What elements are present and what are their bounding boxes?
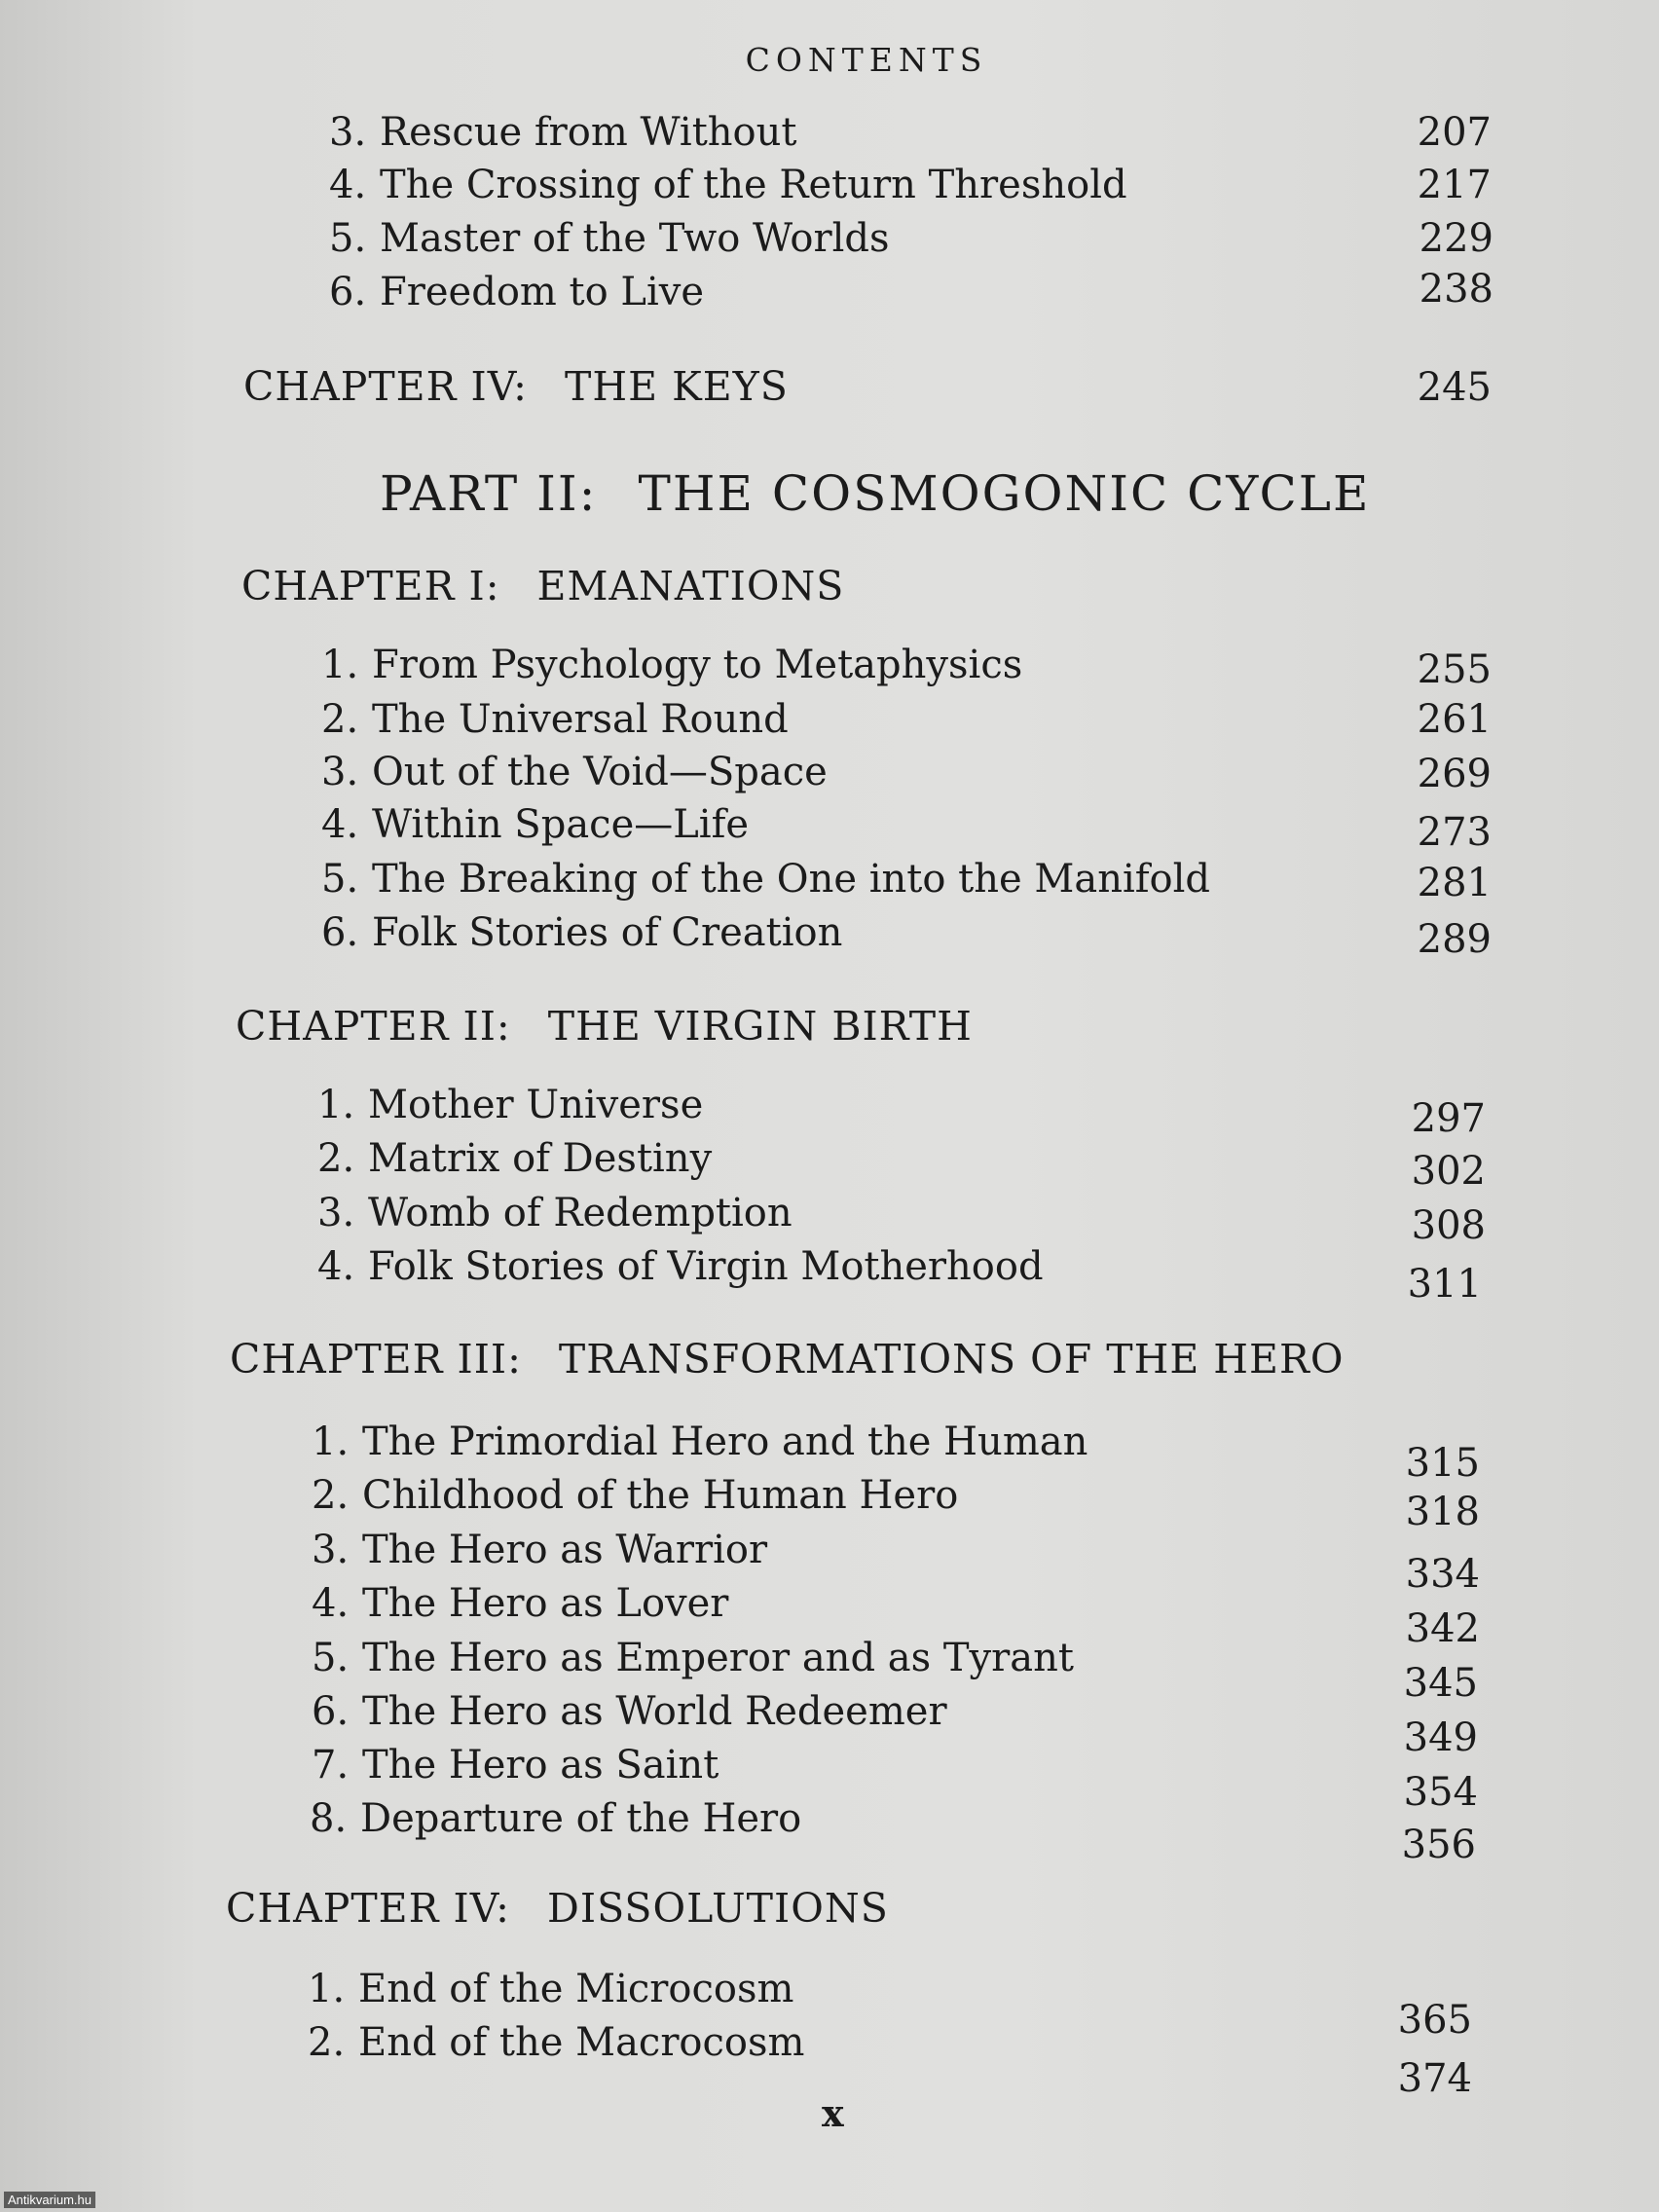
toc-entry: 1. Mother Universe: [317, 1083, 704, 1127]
chapter-heading: CHAPTER IV: DISSOLUTIONS: [226, 1885, 889, 1932]
watermark: Antikvarium.hu: [4, 2192, 95, 2208]
toc-page-number: 349: [1403, 1715, 1478, 1760]
toc-entry: 1. From Psychology to Metaphysics: [321, 643, 1023, 687]
toc-page-number: 245: [1417, 365, 1492, 410]
toc-page-number: 342: [1405, 1606, 1480, 1651]
toc-entry: 3. Rescue from Without: [329, 110, 797, 155]
running-header: CONTENTS: [745, 41, 988, 79]
toc-entry: 4. Folk Stories of Virgin Motherhood: [317, 1244, 1044, 1289]
toc-page-number: 238: [1419, 267, 1493, 312]
toc-page-number: 297: [1411, 1096, 1486, 1141]
chapter-heading: CHAPTER I: EMANATIONS: [241, 563, 845, 609]
toc-entry: 4. The Crossing of the Return Threshold: [329, 163, 1127, 207]
toc-page-number: 281: [1417, 861, 1492, 905]
chapter-heading: CHAPTER II: THE VIRGIN BIRTH: [236, 1003, 973, 1050]
toc-page-number: 289: [1417, 917, 1492, 962]
part-heading: PART II: THE COSMOGONIC CYCLE: [380, 465, 1371, 522]
toc-page-number: 345: [1403, 1661, 1478, 1706]
toc-page-number: 315: [1405, 1441, 1480, 1486]
toc-entry: 5. The Breaking of the One into the Manifold: [321, 857, 1211, 902]
toc-entry: 8. Departure of the Hero: [310, 1796, 802, 1841]
toc-page-number: 334: [1405, 1552, 1480, 1597]
toc-entry: 3. Womb of Redemption: [317, 1191, 793, 1235]
chapter-heading: CHAPTER IV: THE KEYS: [243, 363, 789, 410]
toc-entry: 4. The Hero as Lover: [312, 1581, 729, 1626]
toc-page-number: 229: [1419, 216, 1493, 261]
toc-entry: 7. The Hero as Saint: [312, 1743, 719, 1788]
toc-page-number: 356: [1401, 1823, 1476, 1867]
toc-entry: 3. The Hero as Warrior: [312, 1528, 768, 1572]
toc-page-number: 255: [1417, 647, 1492, 692]
toc-page-number: 269: [1417, 752, 1492, 796]
toc-entry: 4. Within Space—Life: [321, 802, 750, 847]
toc-page-number: 318: [1405, 1490, 1480, 1534]
toc-entry: 5. Master of the Two Worlds: [329, 216, 890, 261]
toc-page-number: 308: [1411, 1203, 1486, 1248]
toc-entry: 2. Childhood of the Human Hero: [312, 1473, 959, 1518]
toc-page-number: 374: [1397, 2056, 1472, 2101]
chapter-heading: CHAPTER III: TRANSFORMATIONS OF THE HERO: [230, 1336, 1345, 1382]
toc-page-number: 207: [1417, 110, 1492, 155]
toc-entry: 5. The Hero as Emperor and as Tyrant: [312, 1636, 1074, 1680]
page-folio: x: [822, 2091, 844, 2135]
toc-entry: 3. Out of the Void—Space: [321, 750, 828, 794]
toc-entry: 2. Matrix of Destiny: [317, 1136, 713, 1181]
toc-entry: 2. The Universal Round: [321, 697, 789, 742]
toc-page-number: 302: [1411, 1149, 1486, 1194]
toc-page-number: 217: [1417, 163, 1492, 207]
toc-entry: 6. The Hero as World Redeemer: [312, 1689, 947, 1734]
toc-entry: 2. End of the Macrocosm: [308, 2020, 805, 2065]
toc-entry: 6. Folk Stories of Creation: [321, 910, 843, 955]
toc-entry: 1. The Primordial Hero and the Human: [312, 1419, 1088, 1464]
toc-entry: 6. Freedom to Live: [329, 270, 705, 314]
toc-entry: 1. End of the Microcosm: [308, 1967, 794, 2011]
toc-page-number: 261: [1417, 697, 1492, 742]
toc-page-number: 365: [1397, 1998, 1472, 2043]
toc-page-number: 311: [1407, 1262, 1482, 1307]
toc-page-number: 273: [1417, 810, 1492, 855]
toc-page-number: 354: [1403, 1770, 1478, 1815]
